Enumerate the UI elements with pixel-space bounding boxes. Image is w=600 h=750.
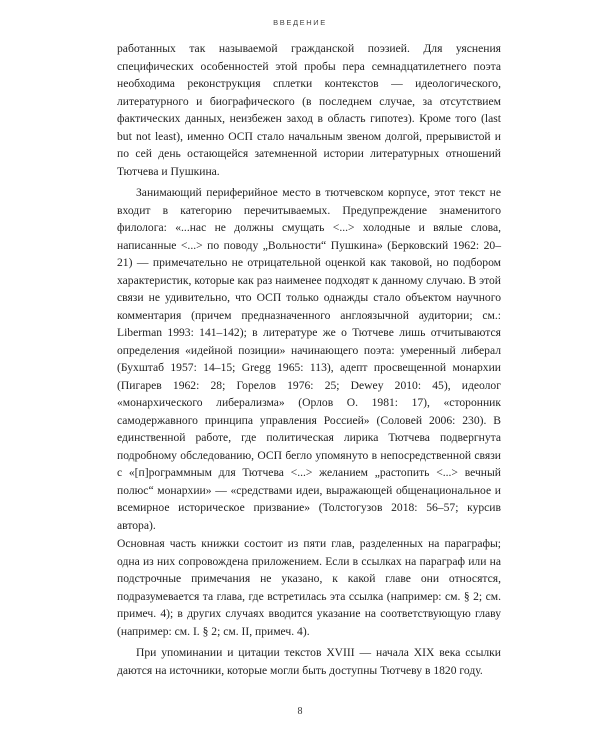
text-block-1 [117,40,501,534]
page-number: 8 [297,706,303,717]
paragraph-4: При упоминании и цитации текстов XVIII — начала XIX века ссылки даются на источники, которые могли быть доступны Тютчеву в 1820 году. [117,646,501,677]
running-head: ВВЕДЕНИЕ [273,18,327,27]
paragraph-3: Основная часть книжки состоит из пяти глав, разделенных на параграфы; одна из них сопровождена приложением. Если в ссылках на параграф или на подстрочные примечания не указано, к какой главе они относятся, подразумевается та глава, где встретилась эта ссылка (например: см. § 2; см. примеч. 4); в других случаях вводится указание на соответствующую главу (например: см. I. § 2; см. II, примеч. 4). [117,537,501,638]
text-block-2 [117,535,501,679]
paragraph-2: Занимающий периферийное место в тютчевском корпусе, этот текст не входит в категорию перечитываемых. Предупреждение знаменитого филолога: «...нас не должны смущать <...> холодные и вялые слова, написанные <...> по поводу „Вольности“ Пушкина» (Берковский 1962: 20–21) — примечательно не отрицательной оценкой как таковой, но подбором характеристик, которые как раз наименее подходят к данному случаю. В этой связи не удивительно, что ОСП только однажды стало объектом научного комментария (причем предназначенного англоязычной аудитории; см.: Liberman 1993: 141–142); в литературе же о Тютчеве лишь отчитываются определения «идейной позиции» начинающего поэта: умеренный либерал (Бухштаб 1957: 14–15; Gregg 1965: 113), адепт просвещенной монархии (Пигарев 1962: 28; Горелов 1976: 25; Dewey 2010: 45), идеолог «монархического либерализма» (Орлов О. 1981: 17), «сторонник самодержавного принципа управления Россией» (Соловей 2006: 230). В единственной работе, где политическая лирика Тютчева подвергнута подробному обследованию, ОСП бегло упомянуто в непосредственной связи с «[п]рограммным для Тютчева <...> желанием „растопить <...> вечный полюс“ монархии» — «средствами идеи, выражающей общенациональное и всемирное историческое призвание» (Толстогузов 2018: 56–57; курсив автора). [117,186,501,532]
paragraph-1: работанных так называемой гражданской поэзией. Для уяснения специфических особенностей этой пробы пера семнадцатилетнего поэта необходима реконструкция сплетки контекстов — идеологического, литературного и биографического (в последнем случае, за отсутствием фактических данных, неизбежен заход в область гипотез). Кроме того (last but not least), именно ОСП стало начальным звеном долгой, прерывистой и по сей день остающейся затемненной истории литературных отношений Тютчева и Пушкина. [117,42,501,178]
